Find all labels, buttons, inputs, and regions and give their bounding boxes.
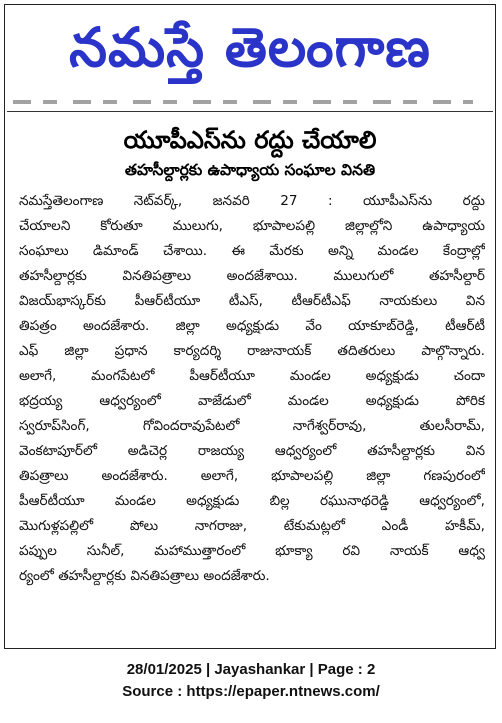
- article-line: తిపత్రం అందజేశారు. జిల్లా అధ్యక్షుడు వేం యాకూబ్‌రెడ్డి, టీఆర్‌టీ: [19, 318, 485, 334]
- article-line: చేయాలని కోరుతూ ములుగు, భూపాలపల్లి జిల్లాల్లోని ఉపాధ్యాయ: [19, 218, 485, 234]
- masthead-title: నమస్తే తెలంగాణ: [69, 16, 431, 79]
- article-line: విజయ్‌భాస్కర్‌కు పీఆర్‌టీయూ టీఎస్‌, టీఆర్‌టీఎఫ్‌ నాయకులు విన: [19, 293, 485, 309]
- article-line: స్వరూప్‌సింగ్‌, గోవిందరావుపేటలో నాగేశ్వర్‌రావు, తులసీరామ్‌,: [19, 418, 485, 434]
- cropped-previous-line: [13, 97, 473, 107]
- source-link[interactable]: https://epaper.ntnews.com/: [186, 683, 380, 700]
- article-line: ర్యంలో తహసీల్దార్లకు వినతిపత్రాలు అందజేశారు.: [19, 568, 270, 584]
- article-line: పప్పుల సునీల్‌, మహాముత్తారంలో భూక్యా రవి నాయక్‌ ఆధ్వ: [19, 543, 485, 559]
- article-line: పీఆర్‌టీయూ మండల అధ్యక్షుడు బిల్ల రఘునాథరెడ్డి ఆధ్వర్యంలో,: [19, 493, 485, 509]
- source-label: Source :: [122, 683, 187, 700]
- article-line: వెంకటాపూర్‌లో అడిచెర్ల రాజయ్య ఆధ్వర్యంలో తహసీల్దార్లకు విన: [19, 443, 485, 459]
- article-line: భద్రయ్య ఆధ్వర్యంలో వాజేడులో మండల అధ్యక్షుడు పోరిక: [19, 393, 485, 409]
- article-line: సంఘాలు డిమాండ్‌ చేశాయి. ఈ మేరకు అన్ని మండల కేంద్రాల్లో: [19, 243, 485, 259]
- article-body: [19, 189, 485, 589]
- footer-date-line: 28/01/2025 | Jayashankar | Page : 2: [126, 661, 376, 678]
- article-line: ఎఫ్‌ జిల్లా ప్రధాన కార్యదర్శి రాజునాయక్‌ తదితరులు పాల్గొన్నారు.: [19, 343, 485, 359]
- article-line: తిపత్రాలు అందజేశారు. అలాగే, భూపాలపల్లి జిల్లా గణపురంలో: [19, 468, 485, 484]
- article-line: నమస్తేతెలంగాణ నెట్‌వర్క్‌, జనవరి 27 : యూపీఎస్‌ను రద్దు: [19, 193, 485, 209]
- article-headline: యూపీఎస్‌ను రద్దు చేయాలి: [123, 126, 377, 154]
- article-line: మొగుళ్లపల్లిలో పోలు నాగరాజు, టేకుమట్లలో ఎండీ హకీమ్‌,: [19, 518, 485, 534]
- footer-source-line: [0, 682, 502, 702]
- newspaper-clipping: [4, 4, 496, 649]
- article-line: తహసీల్దార్లకు వినతిపత్రాలు అందజేశాయి. ములుగులో తహసీల్దార్‌: [19, 268, 485, 284]
- article-line: అలాగే, మంగపేటలో పీఆర్‌టీయూ మండల అధ్యక్షుడు చందా: [19, 368, 485, 384]
- article-subheadline: తహసీల్దార్లకు ఉపాధ్యాయ సంఘాల వినతి: [124, 161, 376, 179]
- divider: [7, 111, 493, 112]
